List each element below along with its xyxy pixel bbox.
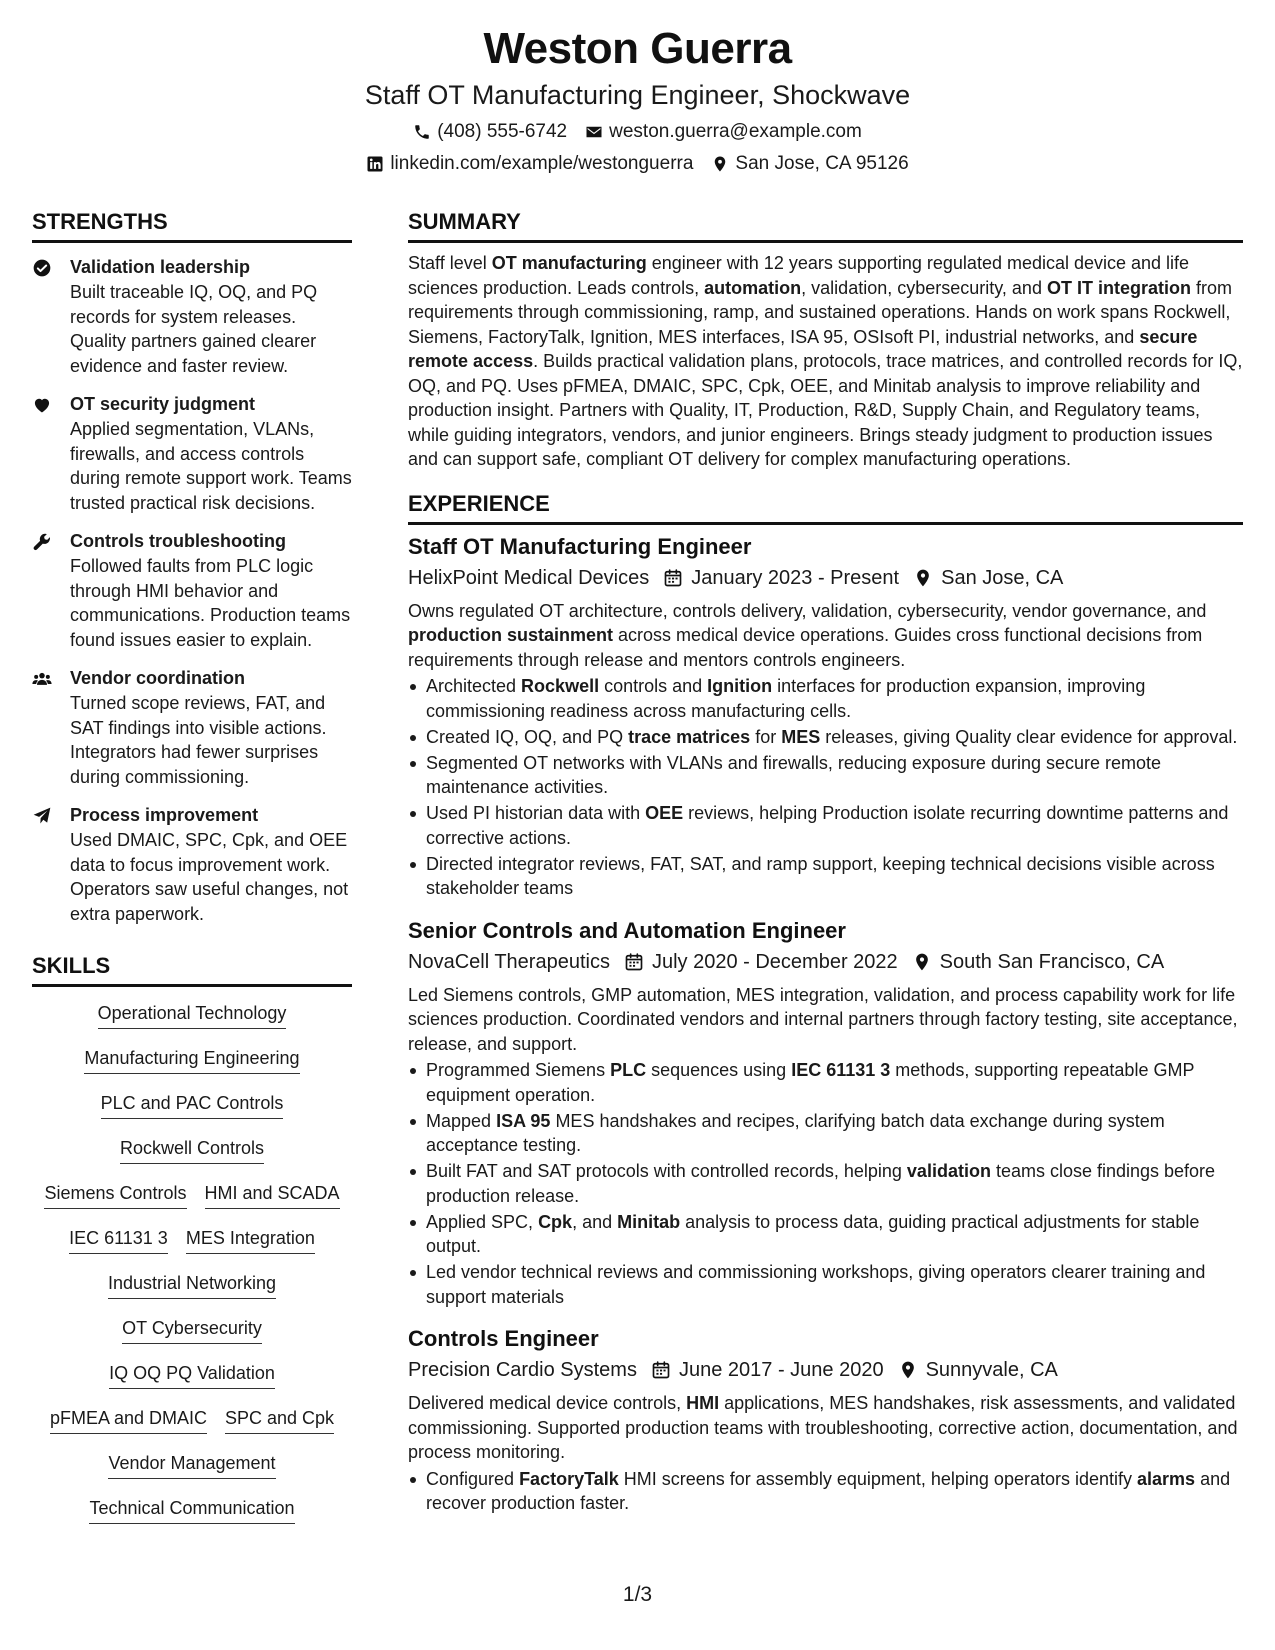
text-run: across medical device operations. Guides cross functional decisions from requirements through release and mentors controls engineers. [408, 625, 1203, 670]
skill-tag: Operational Technology [98, 1001, 287, 1029]
skill-row [32, 1447, 352, 1492]
job-company: Precision Cardio Systems [408, 1359, 637, 1381]
bold-keyword: IEC 61131 3 [791, 1060, 891, 1080]
text-run: Segmented OT networks with VLANs and firewalls, reducing exposure during secure remote maintenance activities. [426, 752, 1162, 797]
job-entry [408, 533, 1243, 901]
contact-email[interactable] [585, 120, 862, 144]
strength-title: OT security judgment [70, 394, 256, 414]
text-run: interfaces for production expansion, improving commissioning readiness across manufacturing cells. [426, 676, 1146, 721]
email-address[interactable]: weston.guerra@example.com [609, 121, 862, 142]
skill-row [32, 1132, 352, 1177]
paper-plane-icon [32, 806, 52, 826]
text-run: Owns regulated OT architecture, controls delivery, validation, cybersecurity, vendor governance, and [408, 600, 1207, 621]
skill-row [32, 1042, 352, 1087]
text-run: Led Siemens controls, GMP automation, MES integration, validation, and process capability work for life sciences production. Coordinated vendors and internal partners through factory testing, site acceptance, release, and support. [408, 984, 1238, 1054]
strength-icon-wrap [32, 529, 70, 652]
bold-keyword: OT manufacturing [491, 253, 647, 273]
bold-keyword: secure remote access [408, 326, 1198, 371]
strength-icon-wrap [32, 392, 70, 515]
text-run: Led vendor technical reviews and commissioning workshops, giving operators clearer training and support materials [426, 1262, 1206, 1307]
strength-icon-wrap [32, 255, 70, 378]
candidate-title: Staff OT Manufacturing Engineer, Shockwave [364, 80, 911, 110]
strength-body [70, 529, 352, 652]
strength-body [70, 392, 352, 515]
skill-row [32, 1312, 352, 1357]
job-dates [651, 1357, 884, 1383]
bullet-item [408, 1210, 1243, 1259]
bold-keyword: automation [704, 277, 802, 298]
text-run: analysis to process data, guiding practical adjustments for stable output. [426, 1211, 1200, 1256]
skill-tag: Vendor Management [108, 1451, 275, 1479]
text-run: Used PI historian data with [426, 803, 646, 823]
job-dates-text: June 2017 - June 2020 [678, 1359, 884, 1381]
text-run: Delivered medical device controls, [408, 1393, 687, 1413]
linkedin-url[interactable]: linkedin.com/example/westonguerra [390, 153, 694, 174]
strength-item [32, 255, 352, 378]
text-run: controls and [599, 676, 708, 696]
bold-keyword: HMI [686, 1393, 720, 1413]
calendar-icon [624, 952, 644, 972]
job-location [913, 565, 1063, 591]
skill-tag: MES Integration [186, 1226, 315, 1254]
skill-tag: SPC and Cpk [225, 1406, 334, 1434]
bold-keyword: Rockwell [521, 676, 600, 696]
text-run: Created IQ, OQ, and PQ [426, 726, 629, 747]
skill-tag: Manufacturing Engineering [84, 1046, 299, 1074]
strength-item [32, 666, 352, 789]
bold-keyword: OT IT integration [1046, 277, 1191, 298]
text-run: Applied SPC, [426, 1211, 539, 1232]
bullet-item [408, 1058, 1243, 1107]
bold-keyword: OEE [645, 803, 684, 823]
strength-item [32, 529, 352, 652]
skill-row [32, 1222, 352, 1267]
job-dates-text: July 2020 - December 2022 [651, 950, 898, 973]
bullet-item [408, 1260, 1243, 1309]
map-pin-icon [711, 155, 729, 173]
skill-row [32, 1267, 352, 1312]
job-title: Controls Engineer [408, 1326, 599, 1351]
skill-row [32, 1402, 352, 1447]
contact-phone [413, 120, 567, 144]
text-run: Built FAT and SAT protocols with controlled records, helping [426, 1161, 907, 1181]
wrench-icon [32, 532, 52, 552]
contact-row-2 [0, 152, 1275, 176]
jobs-list [408, 533, 1243, 1516]
bold-keyword: PLC [610, 1060, 647, 1080]
job-location-text: South San Francisco, CA [939, 950, 1165, 973]
bold-keyword: production sustainment [408, 625, 614, 645]
job-description [408, 983, 1243, 1057]
job-title: Staff OT Manufacturing Engineer [408, 533, 752, 559]
bold-keyword: FactoryTalk [519, 1468, 619, 1489]
bold-keyword: Cpk [538, 1211, 573, 1232]
check-circle-icon [32, 258, 52, 278]
skill-tag: Industrial Networking [108, 1271, 276, 1299]
job-entry [408, 1325, 1243, 1516]
strength-desc: Followed faults from PLC logic through HMI behavior and communications. Production teams found issues easier to explain. [70, 556, 351, 650]
job-dates [624, 949, 898, 975]
contact-linkedin[interactable] [366, 152, 693, 176]
skill-row [32, 1177, 352, 1222]
text-run: for [750, 726, 782, 747]
strengths-heading: STRENGTHS [32, 208, 352, 243]
strength-title: Controls troubleshooting [70, 531, 286, 551]
text-run: Programmed Siemens [426, 1060, 611, 1080]
bullet-item [408, 751, 1243, 800]
resume-header [0, 22, 1275, 176]
map-pin-icon [913, 568, 933, 588]
job-meta [408, 1357, 1243, 1383]
job-entry [408, 917, 1243, 1310]
job-location [912, 949, 1165, 975]
heart-icon [32, 395, 52, 415]
text-run: Staff level [408, 253, 492, 273]
job-bullets [408, 1058, 1243, 1309]
skill-tag: Siemens Controls [44, 1181, 186, 1209]
bullet-item [408, 1109, 1243, 1158]
skill-tag: PLC and PAC Controls [101, 1091, 284, 1119]
skill-tag: Rockwell Controls [120, 1136, 264, 1164]
text-run: releases, giving Quality clear evidence for approval. [820, 726, 1238, 747]
users-icon [32, 669, 52, 689]
job-description [408, 1391, 1243, 1465]
phone-icon [413, 123, 431, 141]
right-column [408, 208, 1243, 1517]
text-run: methods, supporting repeatable GMP equipment operation. [426, 1060, 1195, 1105]
bold-keyword: alarms [1137, 1468, 1196, 1489]
strength-desc: Used DMAIC, SPC, Cpk, and OEE data to focus improvement work. Operators saw useful changes, not extra paperwork. [70, 830, 349, 924]
phone-number: (408) 555-6742 [437, 121, 568, 142]
bullet-item [408, 1467, 1243, 1516]
strength-desc: Turned scope reviews, FAT, and SAT findings into visible actions. Integrators had fewer surprises during commissioning. [70, 693, 327, 787]
linkedin-icon [366, 155, 384, 173]
location-text: San Jose, CA 95126 [735, 153, 909, 174]
skill-tag: OT Cybersecurity [122, 1316, 262, 1344]
skill-tag: IQ OQ PQ Validation [109, 1361, 275, 1389]
job-location [898, 1357, 1058, 1383]
strengths-list [32, 255, 352, 926]
bullet-item [408, 725, 1243, 750]
strength-desc: Built traceable IQ, OQ, and PQ records for system releases. Quality partners gained clearer evidence and faster review. [70, 282, 318, 376]
text-run: teams close findings before production release. [426, 1161, 1216, 1206]
skill-tag: IEC 61131 3 [69, 1226, 168, 1254]
text-run: , and [572, 1211, 618, 1232]
strength-desc: Applied segmentation, VLANs, firewalls, and access controls during remote support work. Teams trusted practical risk decisions. [70, 419, 352, 513]
job-location-text: San Jose, CA [941, 566, 1064, 589]
bold-keyword: Minitab [617, 1211, 681, 1232]
bullet-item [408, 801, 1243, 850]
job-dates [663, 565, 899, 591]
text-run: from requirements through commissioning, ramp, and sustained operations. Hands on work spans Rockwell, Siemens, FactoryTalk, Ignition, MES interfaces, ISA 95, OSIsoft PI, industrial networks, and [408, 277, 1232, 347]
skills-heading: SKILLS [32, 952, 352, 987]
strength-body [70, 255, 352, 378]
strength-body [70, 666, 352, 789]
skill-row [32, 1357, 352, 1402]
text-run: . Builds practical validation plans, protocols, trace matrices, and controlled records for IQ, OQ, and PQ. Uses pFMEA, DMAIC, SPC, Cpk, OEE, and Minitab analysis to improve reliability and production insight. Partners with Quality, IT, Production, R&D, Supply Chain, and Regulatory teams, while guiding integrators, vendors, and junior engineers. Brings steady judgment to production issues and can support safe, compliant OT delivery for complex manufacturing operations. [408, 351, 1243, 469]
skill-row [32, 1492, 352, 1537]
page-number: 1/3 [622, 1583, 653, 1606]
map-pin-icon [898, 1360, 918, 1380]
strength-icon-wrap [32, 666, 70, 789]
text-run: Configured [426, 1468, 520, 1489]
bullet-item [408, 852, 1243, 901]
text-run: Directed integrator reviews, FAT, SAT, and ramp support, keeping technical decisions visible across stakeholder teams [426, 853, 1215, 898]
text-run: , validation, cybersecurity, and [801, 277, 1047, 298]
bullet-item [408, 674, 1243, 723]
job-meta [408, 949, 1243, 975]
contact-row-1 [0, 120, 1275, 144]
job-company: HelixPoint Medical Devices [408, 566, 650, 589]
job-company: NovaCell Therapeutics [408, 950, 610, 973]
skill-row [32, 997, 352, 1042]
strength-item [32, 803, 352, 926]
strength-body [70, 803, 352, 926]
bullet-item [408, 1159, 1243, 1208]
calendar-icon [663, 568, 683, 588]
text-run: HMI screens for assembly equipment, helping operators identify [618, 1468, 1138, 1489]
bold-keyword: validation [906, 1161, 991, 1181]
text-run: and recover production faster. [426, 1468, 1231, 1513]
skill-tag: HMI and SCADA [205, 1181, 340, 1209]
skill-tag: pFMEA and DMAIC [50, 1406, 207, 1434]
text-run: Mapped [426, 1110, 497, 1131]
skill-row [32, 1087, 352, 1132]
calendar-icon [651, 1360, 671, 1380]
bold-keyword: Ignition [707, 676, 773, 696]
map-pin-icon [912, 952, 932, 972]
envelope-icon [585, 123, 603, 141]
left-column [32, 208, 352, 1537]
text-run: reviews, helping Production isolate recurring downtime patterns and corrective actions. [426, 803, 1229, 848]
job-description [408, 599, 1243, 673]
job-bullets [408, 674, 1243, 901]
bold-keyword: MES [781, 726, 821, 747]
job-dates-text: January 2023 - Present [691, 566, 900, 589]
strength-title: Process improvement [70, 805, 259, 825]
text-run: applications, MES handshakes, risk assessments, and validated commissioning. Supported production teams with troubleshooting, corrective action, documentation, and process monitoring. [408, 1393, 1238, 1462]
skill-tag: Technical Communication [89, 1496, 294, 1524]
text-run: Architected [426, 676, 522, 696]
summary-heading: SUMMARY [408, 208, 1243, 243]
skills-list [32, 997, 352, 1537]
strength-icon-wrap [32, 803, 70, 926]
job-title: Senior Controls and Automation Engineer [408, 917, 846, 943]
text-run: MES handshakes and recipes, clarifying batch data exchange during system acceptance testing. [426, 1110, 1165, 1155]
bold-keyword: trace matrices [628, 726, 751, 747]
strength-title: Validation leadership [70, 257, 251, 277]
job-bullets [408, 1467, 1243, 1516]
job-location-text: Sunnyvale, CA [925, 1359, 1058, 1381]
text-run: engineer with 12 years supporting regulated medical device and life sciences production. Leads controls, [408, 253, 1190, 298]
candidate-name: Weston Guerra [483, 24, 792, 73]
contact-location [711, 152, 908, 176]
strength-item [32, 392, 352, 515]
strength-title: Vendor coordination [70, 668, 246, 688]
job-meta [408, 565, 1243, 591]
experience-heading: EXPERIENCE [408, 490, 1243, 525]
bold-keyword: ISA 95 [496, 1110, 551, 1131]
text-run: sequences using [646, 1060, 792, 1080]
summary-text [408, 251, 1243, 472]
